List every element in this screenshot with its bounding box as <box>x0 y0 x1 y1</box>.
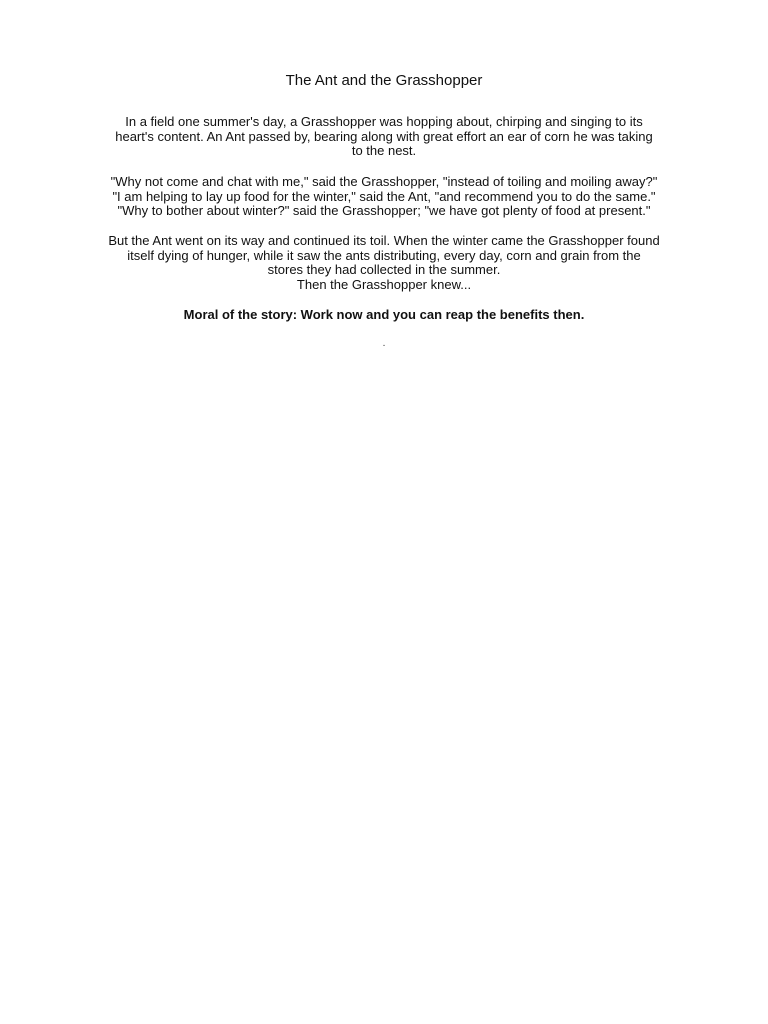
story-moral: Moral of the story: Work now and you can reap the benefits then. <box>183 307 585 322</box>
paragraph-line: itself dying of hunger, while it saw the ants distributing, every day, corn and grain from the <box>127 247 641 263</box>
trailing-period: . <box>382 338 386 349</box>
paragraph-line: In a field one summer's day, a Grasshopper was hopping about, chirping and singing to its <box>125 114 643 129</box>
paragraph-line: Then the Grasshopper knew... <box>296 276 472 292</box>
paragraph-line: But the Ant went on its way and continued its toil. When the winter came the Grasshopper found <box>108 233 660 248</box>
story-paragraph-3 <box>84 234 684 292</box>
paragraph-line: "I am helping to lay up food for the winter," said the Ant, "and recommend you to do the same." <box>112 188 656 204</box>
story-paragraph-2 <box>84 175 684 219</box>
paragraph-line: heart's content. An Ant passed by, bearing along with great effort an ear of corn he was taking <box>115 128 653 144</box>
paragraph-line: "Why not come and chat with me," said the Grasshopper, "instead of toiling and moiling away?" <box>110 174 658 189</box>
paragraph-line: "Why to bother about winter?" said the Grasshopper; "we have got plenty of food at present." <box>117 203 651 219</box>
story-paragraph-1 <box>84 115 684 159</box>
page-title: The Ant and the Grasshopper <box>285 72 483 89</box>
paragraph-line: to the nest. <box>351 143 417 159</box>
paragraph-line: stores they had collected in the summer. <box>267 262 501 278</box>
